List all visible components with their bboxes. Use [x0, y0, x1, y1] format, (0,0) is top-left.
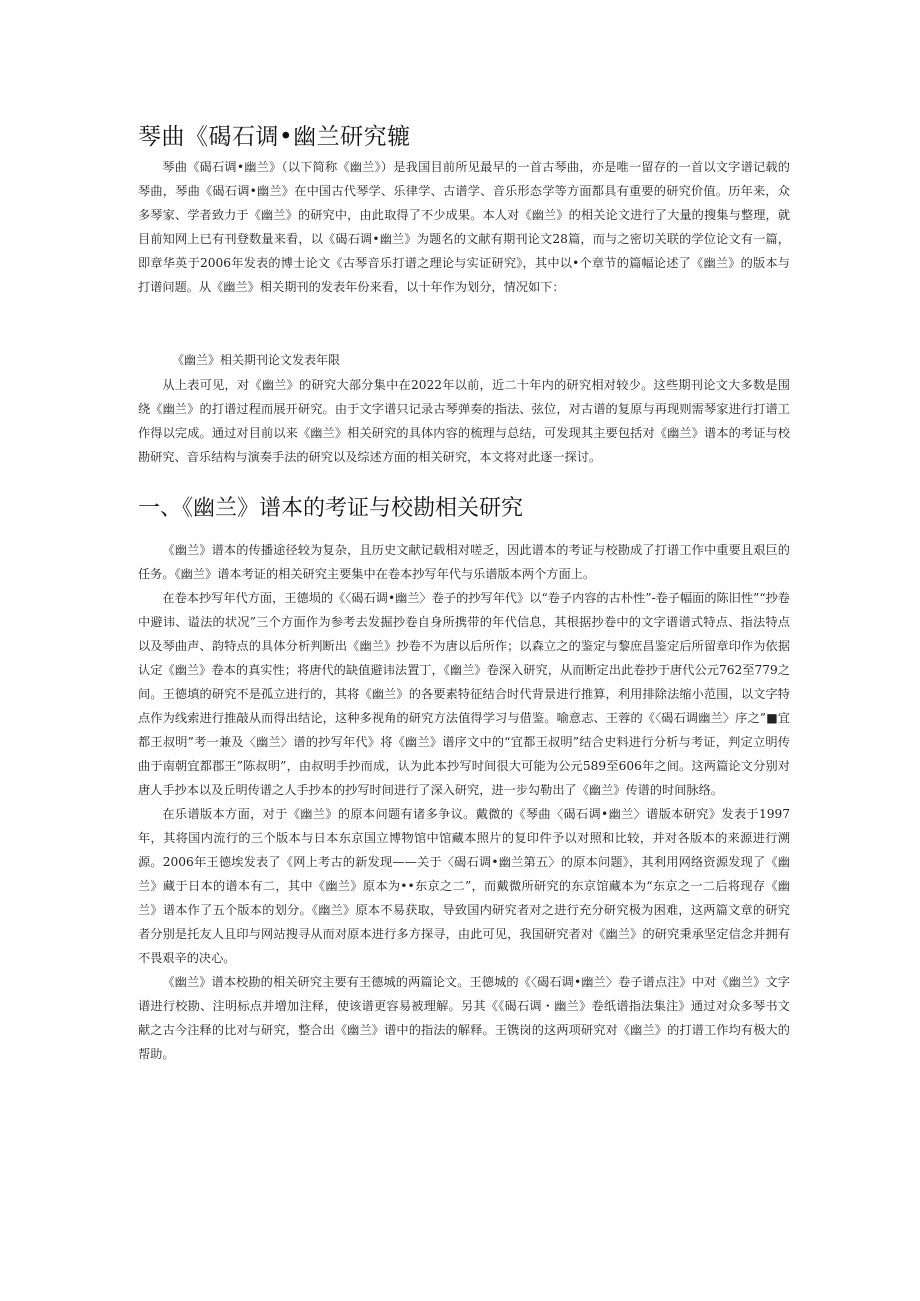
- intro-paragraph: 琴曲《碣石调•幽兰》（以下简称《幽兰》）是我国目前所见最早的一首古琴曲，亦是唯一留存的一首以文字谱记载的琴曲，琴曲《碣石调•幽兰》在中国古代琴学、乐律学、古谱学、音乐形态学等方面都具有重要的研究价值。历年来，众多琴家、学者致力于《幽兰》的研究中，由此取得了不少成果。本人对《幽兰》的相关论文进行了大量的搜集与整理，就目前知网上已有刊登数量来看，以《碣石调•幽兰》为题名的文献有期刊论文28篇，而与之密切关联的学位论文有一篇，即章华英于2006年发表的博士论文《古琴音乐打谱之理论与实证研究》，其中以•个章节的篇幅论述了《幽兰》的版本与打谱问题。从《幽兰》相关期刊的发表年份来看，以十年作为划分，情况如下：: [138, 160, 790, 294]
- section-paragraph: 在卷本抄写年代方面，王德埙的《〈碣石调•幽兰〉卷子的抄写年代》以“卷子内容的古朴性”-卷子幅面的陈旧性”“抄卷中避讳、谥法的状况”三个方面作为参考去发掘抄卷自身所携带的年代信息，其根据抄卷中的文字谱谱式特点、指法特点以及琴曲声、韵特点的具体分析判断出《幽兰》抄卷不为唐以后所作；以森立之的鉴定与黎庶昌鉴定后所留章印作为依据认定《幽兰》卷本的真实性；将唐代的缺值避讳法置丁，《幽兰》卷深入研究，从而断定出此卷抄于唐代公元762至779之间。王德填的研究不是孤立进行的，其将《幽兰》的各要素特征结合时代背景进行推算，利用排除法缩小范围，以文字特点作为线索进行推敲从而得出结论，这种多视角的研究方法值得学习与借鉴。喻意志、王蓉的《〈碣石调幽兰〉序之”■宜都王叔明”考一兼及〈幽兰〉谱的抄写年代》将《幽兰》谱序文中的“宜都王叔明”结合史料进行分析与考证，判定立明传曲于南朝宜都郡王”陈叔明”，由叔明手抄而成，认为此本抄写时间很大可能为公元589至606年之间。这两篇论文分别对唐人手抄本以及丘明传谱之人手抄本的抄写时间进行了深入研究，进一步勾勒出了《幽兰》传谱的时间脉络。: [138, 591, 790, 797]
- section-paragraph: 在乐谱版本方面，对于《幽兰》的原本问题有诸多争议。戴微的《琴曲〈碣石调•幽兰〉谱版本研究》发表于1997年，其将国内流行的三个版本与日本东京国立博物馆中馆藏本照片的复印件予以对照和比较，并对各版本的来源进行溯源。2006年王德埃发表了《网上考古的新发现——关于〈碣石调•幽兰第五〉的原本问题》，其利用网络资源发现了《幽兰》藏于日本的谱本有二，其中《幽兰》原本为••东京之二”，而戴微所研究的东京馆藏本为“东京之一二后将现存《幽兰》谱本作了五个版本的划分。《幽兰》原本不易获取，导致国内研究者对之进行充分研究极为困难，这两篇文章的研究者分别是托友人且印与网站搜寻从而对原本进行多方探寻，由此可见，我国研究者对《幽兰》的研究秉承坚定信念并拥有不畏艰辛的决心。: [138, 807, 790, 965]
- section-paragraph: 《幽兰》谱本的传播途径较为复杂，且历史文献记载相对嗟乏，因此谱本的考证与校勘成了打谱工作中重要且艰巨的任务。《幽兰》谱本考证的相关研究主要集中在卷本抄写年代与乐谱版本两个方面上。: [138, 543, 790, 581]
- after-table-block: [138, 373, 790, 469]
- intro-block: [138, 155, 790, 299]
- section-heading: 一、《幽兰》谱本的考证与校勘相关研究: [138, 496, 524, 521]
- summary-paragraph: 从上表可见，对《幽兰》的研究大部分集中在2022年以前，近二十年内的研究相对较少。这些期刊论文大多数是围绕《幽兰》的打谱过程而展开研究。由于文字谱只记录古琴弹奏的指法、弦位，对古谱的复原与再现则需琴家进行打谱工作得以完成。通过对目前以来《幽兰》相关研究的具体内容的梳理与总结，可发现其主要包括对《幽兰》谱本的考证与校勘研究、音乐结构与演奏手法的研究以及综述方面的相关研究，本文将对此逐一探讨。: [138, 378, 790, 464]
- section-body: [138, 538, 790, 1066]
- document-title: 琴曲《碣石调•幽兰研究辘: [138, 124, 411, 150]
- section-paragraph: 《幽兰》谱本校勘的相关研究主要有王德城的两篇论文。王德城的《〈碣石调•幽兰〉卷子谱点注》中对《幽兰》文字谱进行校勘、注明标点并增加注释，使该谱更容易被理解。另其《《碣石调・幽兰》卷纸谱指法集注》通过对众多琴书文献之古今注释的比对与研究，整合出《幽兰》谱中的指法的解释。王镌岗的这两项研究对《幽兰》的打谱工作均有极大的帮助。: [138, 975, 790, 1061]
- table-caption: 《幽兰》相关期刊论文发表年限: [172, 353, 341, 367]
